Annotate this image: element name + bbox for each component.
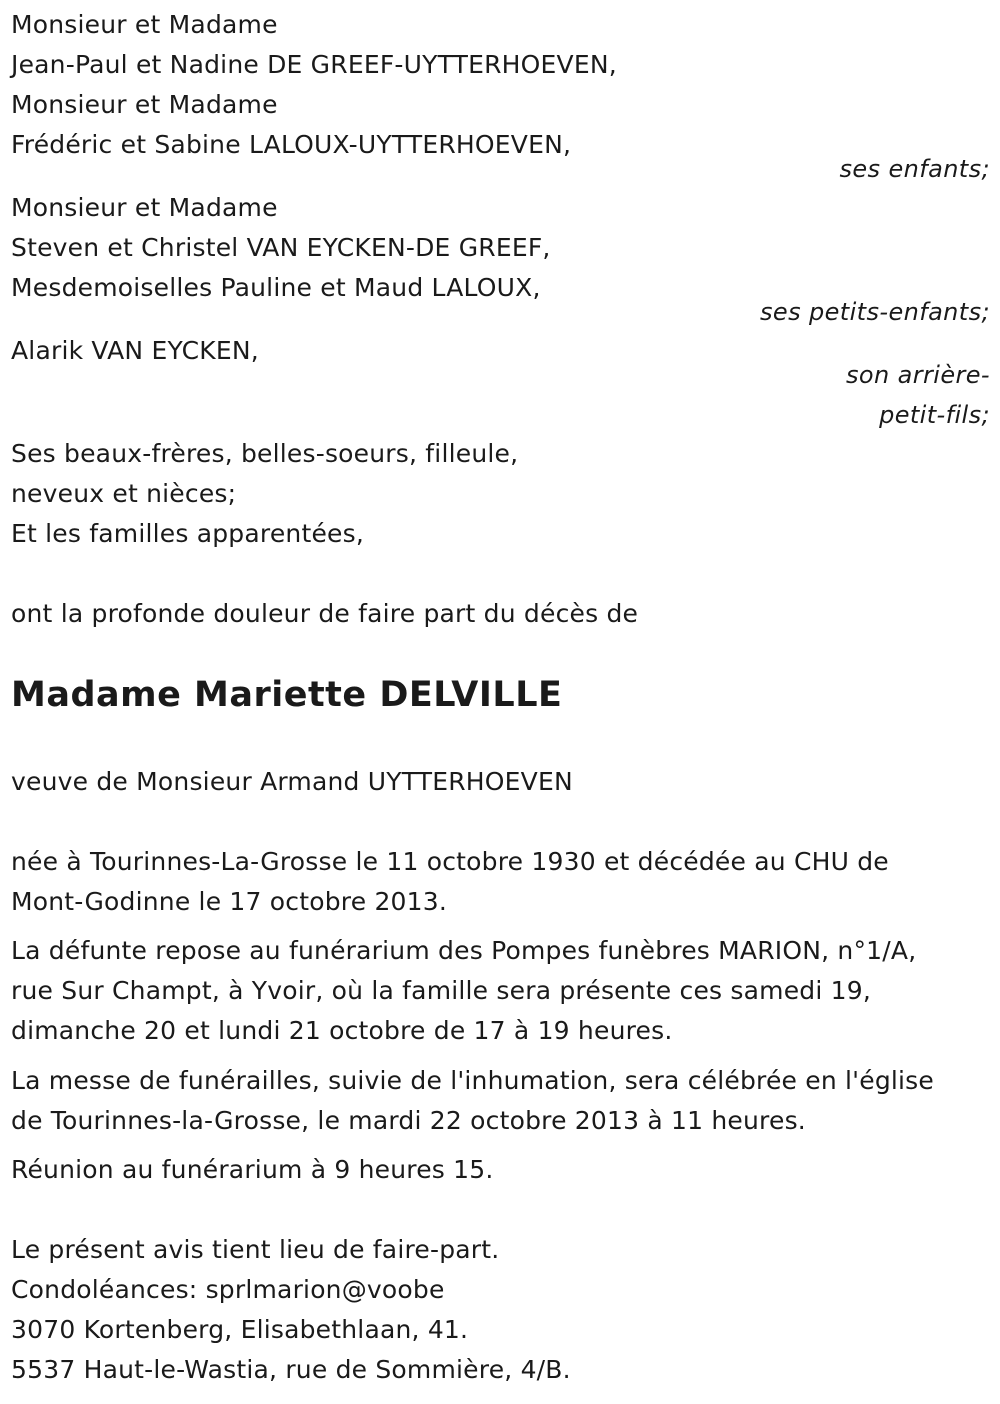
children-line-2: Jean-Paul et Nadine DE GREEF-UYTTERHOEVEN, — [11, 50, 617, 79]
footer-line-3: 3070 Kortenberg, Elisabethlaan, 41. — [11, 1315, 469, 1344]
grandchildren-line-1: Monsieur et Madame — [11, 193, 278, 222]
funeral-line-1: La messe de funérailles, suivie de l'inhumation, sera célébrée en l'église — [11, 1066, 934, 1095]
great-grandchild-line: Alarik VAN EYCKEN, — [11, 336, 259, 365]
birth-death-line-2: Mont-Godinne le 17 octobre 2013. — [11, 887, 448, 916]
viewing-line-1: La défunte repose au funérarium des Pompes funèbres MARION, n°1/A, — [11, 936, 917, 965]
great-grandchild-relation-2: petit-fils; — [879, 401, 990, 429]
announcement-text: ont la profonde douleur de faire part du décès de — [11, 599, 639, 628]
meeting-text: Réunion au funérarium à 9 heures 15. — [11, 1155, 494, 1184]
grandchildren-line-3: Mesdemoiselles Pauline et Maud LALOUX, — [11, 273, 541, 302]
children-relation: ses enfants; — [839, 155, 990, 183]
footer-line-2: Condoléances: sprlmarion@voobe — [11, 1275, 445, 1304]
family-line-1: Ses beaux-frères, belles-soeurs, filleule, — [11, 439, 519, 468]
family-line-3: Et les familles apparentées, — [11, 519, 364, 548]
family-line-2: neveux et nièces; — [11, 479, 237, 508]
viewing-line-3: dimanche 20 et lundi 21 octobre de 17 à 19 heures. — [11, 1016, 673, 1045]
deceased-name: Madame Mariette DELVILLE — [11, 675, 563, 715]
grandchildren-relation: ses petits-enfants; — [760, 298, 990, 326]
children-line-3: Monsieur et Madame — [11, 90, 278, 119]
widow-of-text: veuve de Monsieur Armand UYTTERHOEVEN — [11, 767, 573, 796]
children-line-4: Frédéric et Sabine LALOUX-UYTTERHOEVEN, — [11, 130, 572, 159]
footer-line-1: Le présent avis tient lieu de faire-part. — [11, 1235, 500, 1264]
footer-line-4: 5537 Haut-le-Wastia, rue de Sommière, 4/B. — [11, 1355, 571, 1384]
viewing-line-2: rue Sur Champt, à Yvoir, où la famille sera présente ces samedi 19, — [11, 976, 872, 1005]
obituary-notice — [11, 0, 990, 1404]
birth-death-line-1: née à Tourinnes-La-Grosse le 11 octobre 1930 et décédée au CHU de — [11, 847, 889, 876]
grandchildren-line-2: Steven et Christel VAN EYCKEN-DE GREEF, — [11, 233, 551, 262]
children-line-1: Monsieur et Madame — [11, 10, 278, 39]
funeral-line-2: de Tourinnes-la-Grosse, le mardi 22 octobre 2013 à 11 heures. — [11, 1106, 806, 1135]
great-grandchild-relation-1: son arrière- — [846, 361, 990, 389]
